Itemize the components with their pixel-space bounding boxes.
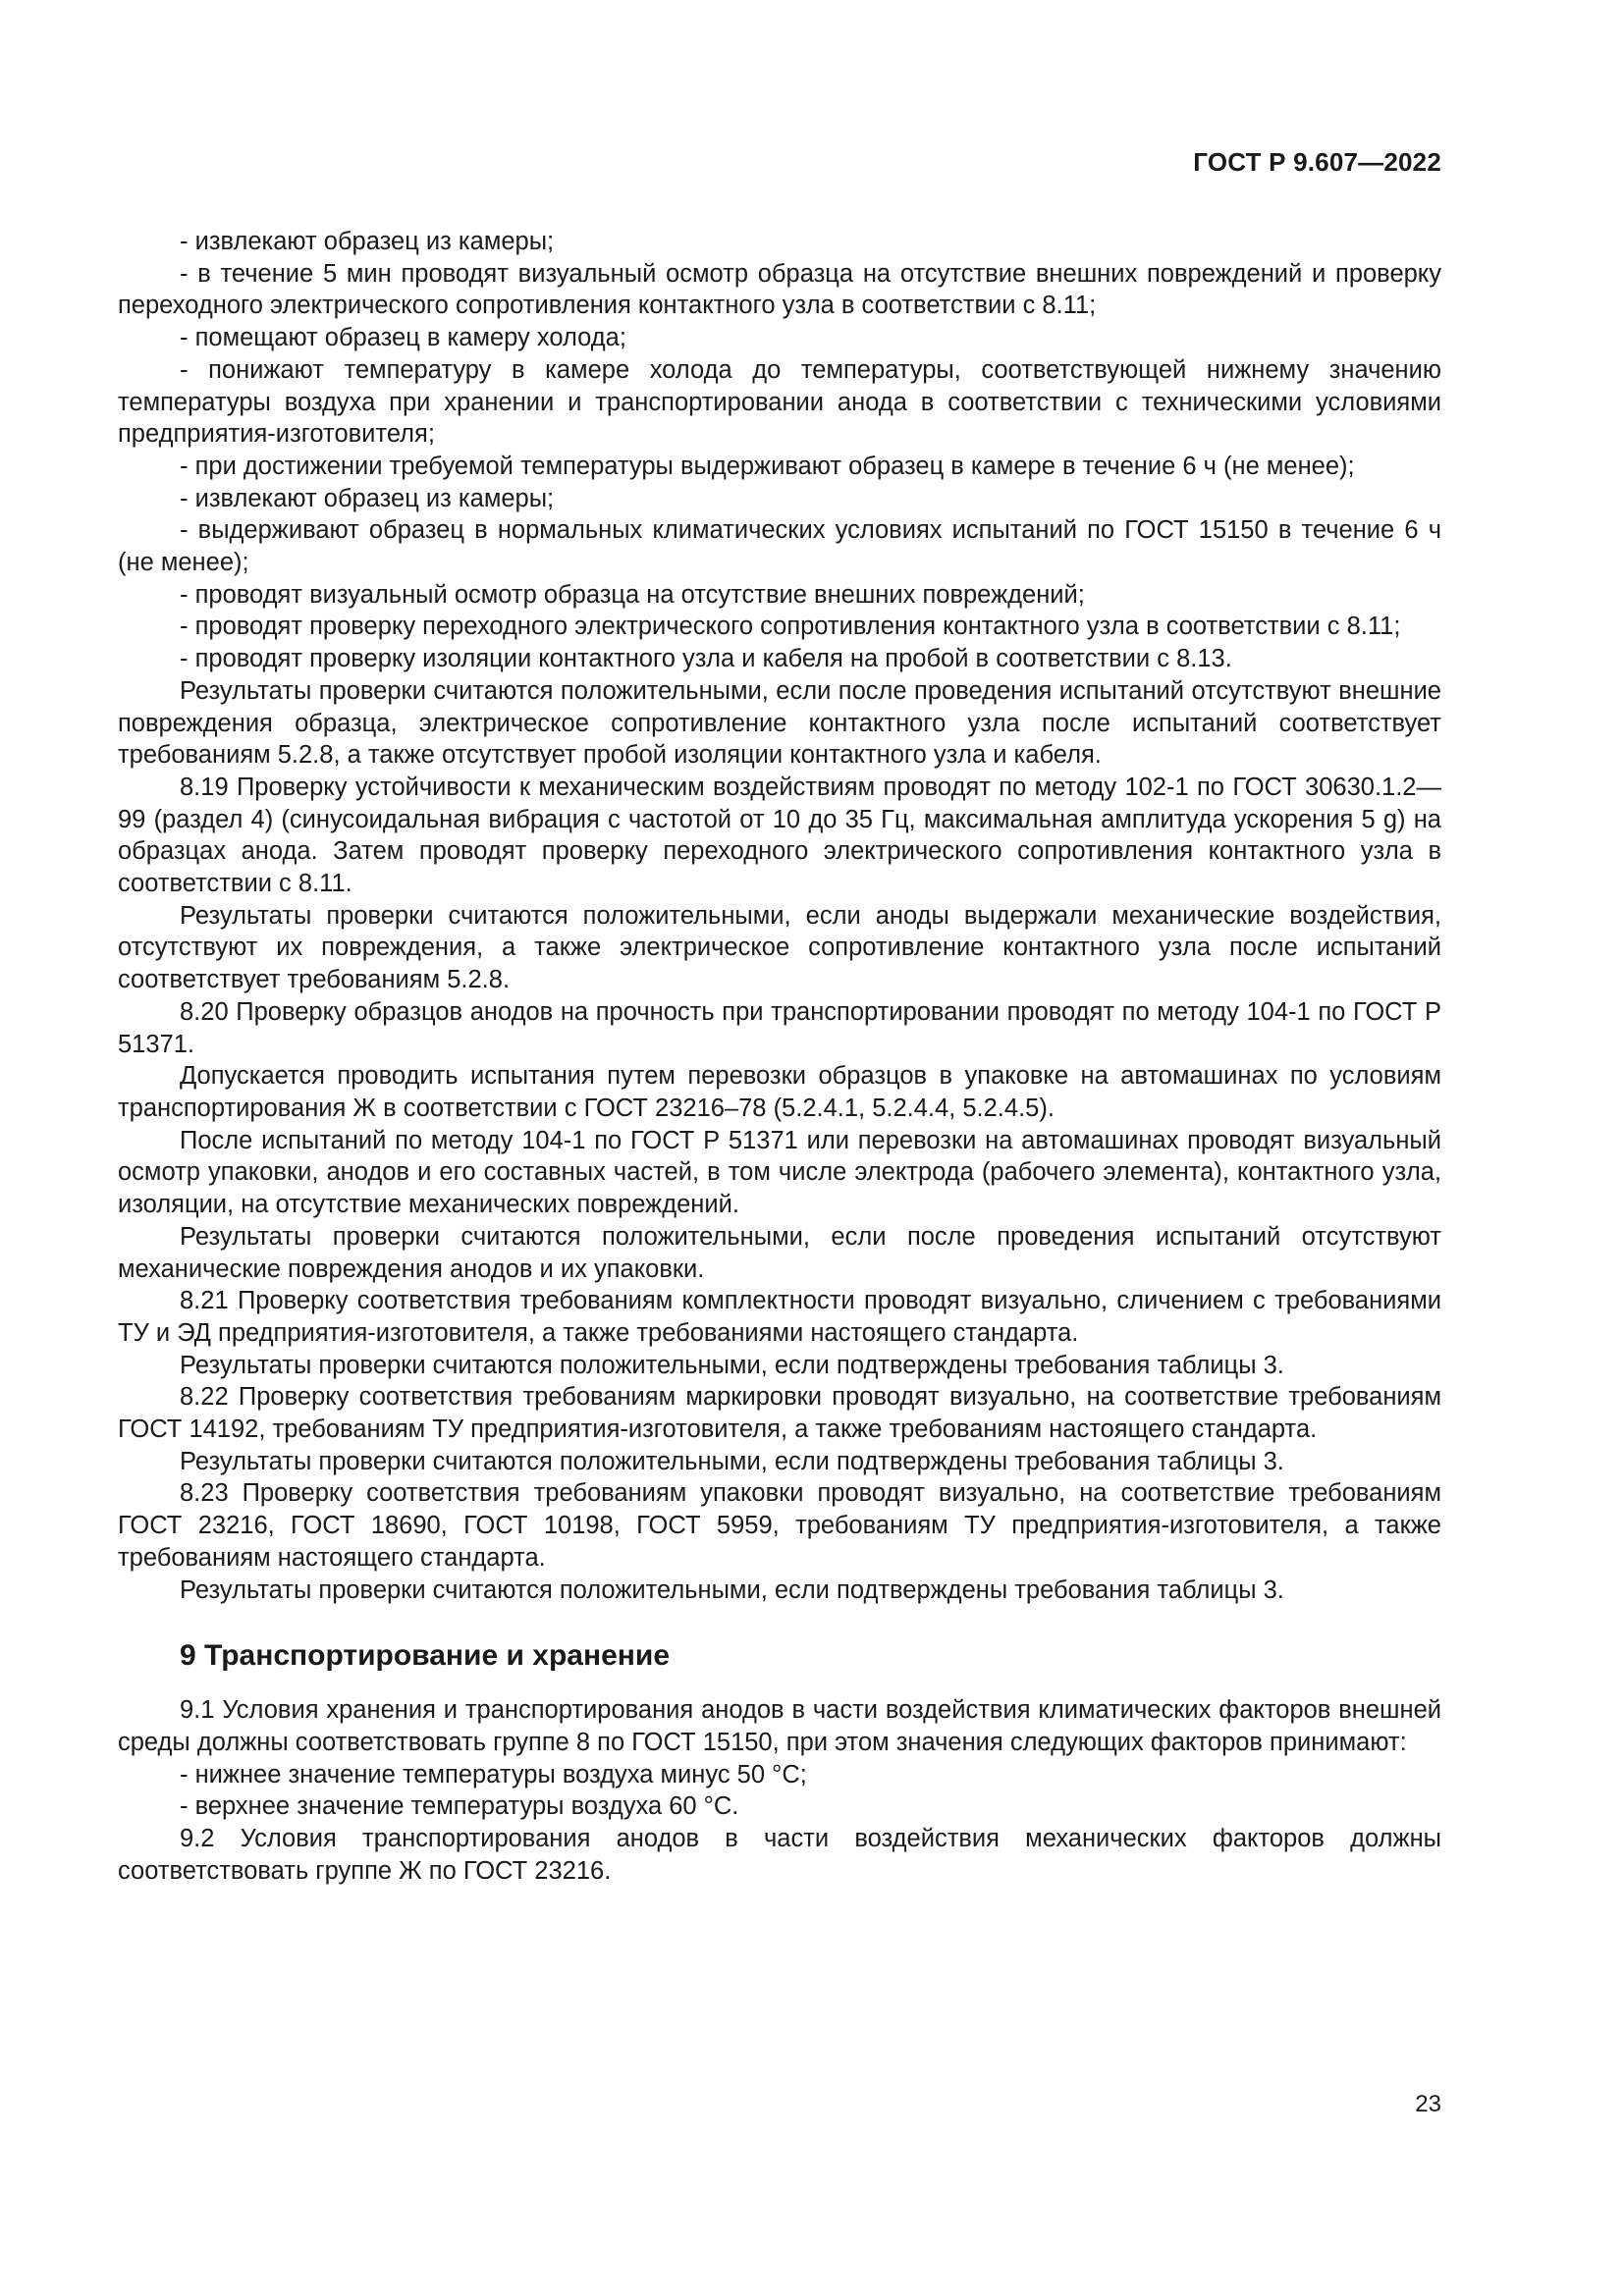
paragraph: Результаты проверки считаются положительными, если подтверждены требования таблицы 3. [180, 1447, 1284, 1475]
clause-8-19: 8.19 Проверку устойчивости к механическим воздействиям проводят по методу 102-1 по ГОСТ 30630.1.2—99 (раздел 4) (синусоидальная вибрация с частотой от 10 до 35 Гц, максимальная амплитуда ускорения 5 g) на образцах анода. Затем проводят проверку переходного электрического сопротивления контактного узла в соответствии с 8.11. [118, 773, 1441, 898]
standard-designation: ГОСТ Р 9.607—2022 [1193, 147, 1441, 177]
list-item: - нижнее значение температуры воздуха минус 50 °С; [180, 1760, 807, 1789]
list-item: - при достижении требуемой температуры выдерживают образец в камере в течение 6 ч (не менее); [180, 452, 1355, 480]
list-item: - извлекают образец из камеры; [180, 228, 555, 255]
paragraph: Результаты проверки считаются положительными, если после проведения испытаний отсутствуют механические повреждения анодов и их упаковки. [118, 1222, 1441, 1283]
list-item: - проводят проверку переходного электрического сопротивления контактного узла в соответствии с 8.11; [180, 613, 1401, 641]
section-heading: 9 Транспортирование и хранение [180, 1639, 671, 1673]
clause-8-20: 8.20 Проверку образцов анодов на прочность при транспортировании проводят по методу 104-1 по ГОСТ Р 51371. [118, 997, 1441, 1058]
paragraph: Результаты проверки считаются положительными, если после проведения испытаний отсутствуют внешние повреждения образца, электрическое сопротивление контактного узла после испытаний соответствует требованиям 5.2.8, а также отсутствует пробой изоляции контактного узла и кабеля. [118, 676, 1441, 770]
list-item: - верхнее значение температуры воздуха 60 °С. [180, 1792, 739, 1821]
list-item: - выдерживают образец в нормальных климатических условиях испытаний по ГОСТ 15150 в течение 6 ч (не менее); [118, 516, 1441, 577]
list-item: - извлекают образец из камеры; [180, 484, 555, 512]
paragraph: После испытаний по методу 104-1 по ГОСТ Р 51371 или перевозки на автомашинах проводят визуальный осмотр упаковки, анодов и его составных частей, в том числе электрода (рабочего элемента), контактного узла, изоляции, на отсутствие механических повреждений. [118, 1126, 1441, 1219]
paragraph: Результаты проверки считаются положительными, если аноды выдержали механические воздействия, отсутствуют их повреждения, а также электрическое сопротивление контактного узла после испытаний соответствует требованиям 5.2.8. [118, 901, 1441, 994]
list-item: - проводят визуальный осмотр образца на отсутствие внешних повреждений; [180, 580, 1085, 609]
clause-8-22: 8.22 Проверку соответствия требованиям маркировки проводят визуально, на соответствие требованиям ГОСТ 14192, требованиям ТУ предприятия-изготовителя, а также требованиям настоящего стандарта. [118, 1383, 1441, 1444]
document-body [118, 226, 1441, 1887]
clause-8-21: 8.21 Проверку соответствия требованиям комплектности проводят визуально, сличением с требованиями ТУ и ЭД предприятия-изготовителя, а также требованиями настоящего стандарта. [118, 1287, 1441, 1347]
list-item: - проводят проверку изоляции контактного узла и кабеля на пробой в соответствии с 8.13. [180, 645, 1232, 673]
page-number: 23 [1415, 2091, 1441, 2117]
clause-8-23: 8.23 Проверку соответствия требованиям упаковки проводят визуально, на соответствие требованиям ГОСТ 23216, ГОСТ 18690, ГОСТ 10198, ГОСТ 5959, требованиям ТУ предприятия-изготовителя, а также требованиям настоящего стандарта. [118, 1479, 1441, 1572]
paragraph: Результаты проверки считаются положительными, если подтверждены требования таблицы 3. [180, 1575, 1284, 1604]
list-item: - помещают образец в камеру холода; [180, 324, 626, 352]
list-item: - понижают температуру в камере холода до температуры, соответствующей нижнему значению температуры воздуха при хранении и транспортировании анода в соответствии с техническими условиями предприятия-изготовителя; [118, 355, 1441, 449]
list-item: - в течение 5 мин проводят визуальный осмотр образца на отсутствие внешних повреждений и проверку переходного электрического сопротивления контактного узла в соответствии с 8.11; [118, 259, 1441, 320]
clause-9-1: 9.1 Условия хранения и транспортирования анодов в части воздействия климатических факторов внешней среды должны соответствовать группе 8 по ГОСТ 15150, при этом значения следующих факторов принимают: [118, 1696, 1441, 1756]
paragraph: Результаты проверки считаются положительными, если подтверждены требования таблицы 3. [180, 1351, 1284, 1379]
paragraph: Допускается проводить испытания путем перевозки образцов в упаковке на автомашинах по условиям транспортирования Ж в соответствии с ГОСТ 23216–78 (5.2.4.1, 5.2.4.4, 5.2.4.5). [118, 1062, 1441, 1122]
clause-9-2: 9.2 Условия транспортирования анодов в части воздействия механических факторов должны соответствовать группе Ж по ГОСТ 23216. [118, 1825, 1441, 1885]
